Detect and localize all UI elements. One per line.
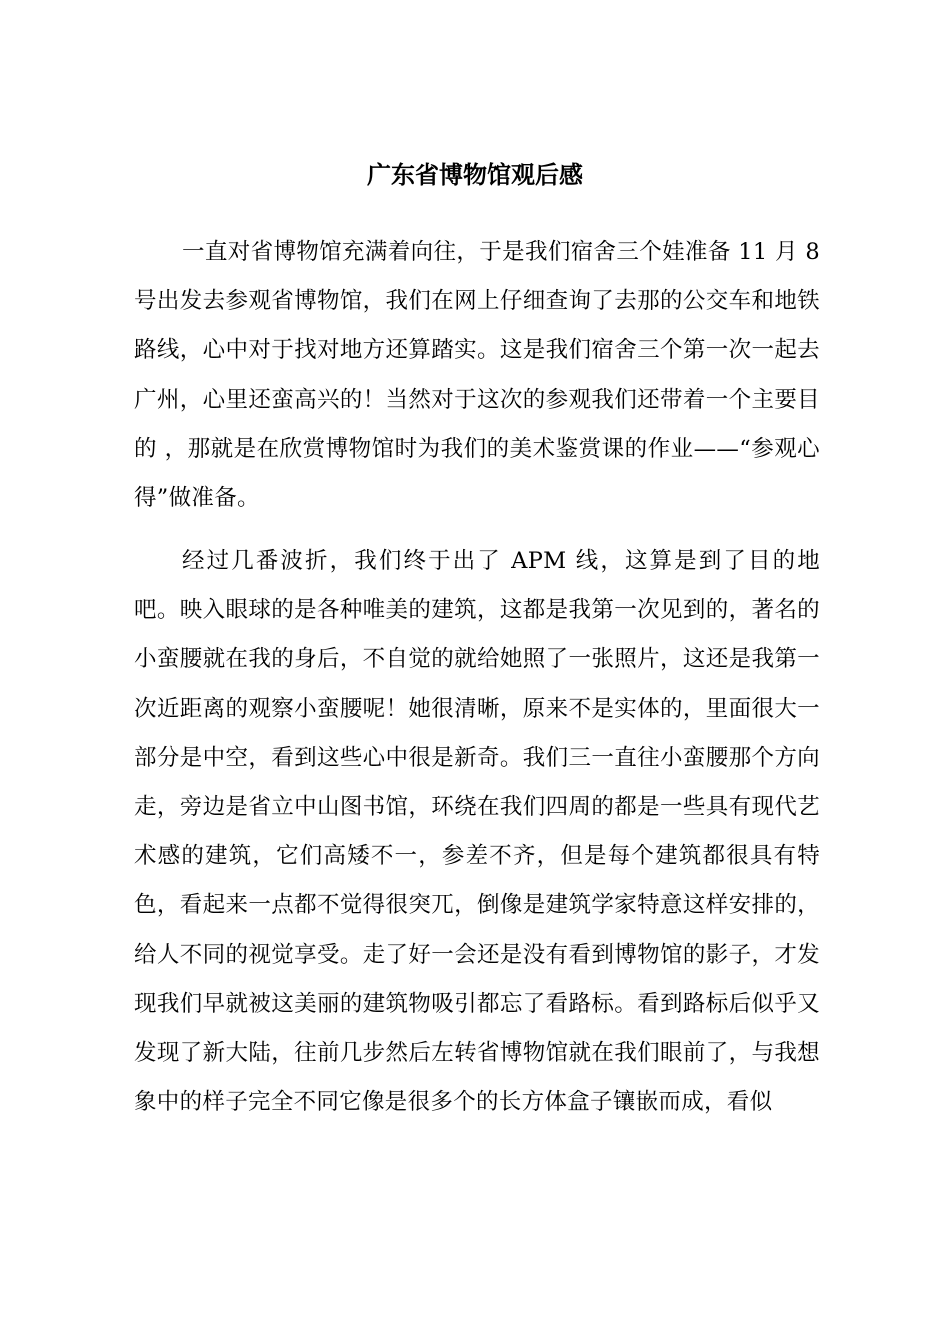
paragraph-2: 经过几番波折，我们终于出了 APM 线，这算是到了目的地吧。映入眼球的是各种唯美的建筑，这都是我第一次见到的，著名的小蛮腰就在我的身后，不自觉的就给她照了一张照片，这还是我第一次近距离的观察小蛮腰呢！她很清晰，原来不是实体的，里面很大一部分是中空，看到这些心中很是新奇。我们三一直往小蛮腰那个方向走，旁边是省立中山图书馆，环绕在我们四周的都是一些具有现代艺术感的建筑，它们高矮不一，参差不齐，但是每个建筑都很具有特色，看起来一点都不觉得很突兀，倒像是建筑学家特意这样安排的，给人不同的视觉享受。走了好一会还是没有看到博物馆的影子，才发现我们早就被这美丽的建筑物吸引都忘了看路标。看到路标后似乎又发现了新大陆，往前几步然后左转省博物馆就在我们眼前了，与我想象中的样子完全不同它像是很多个的长方体盒子镶嵌而成，看似 bbox=[134, 548, 820, 1116]
document-title: 广东省博物馆观后感 bbox=[367, 160, 583, 189]
paragraph-1: 一直对省博物馆充满着向往，于是我们宿舍三个娃准备 11 月 8 号出发去参观省博物馆，我们在网上仔细查询了去那的公交车和地铁路线，心中对于找对地方还算踏实。这是我们宿舍三个第一次一起去广州，心里还蛮高兴的！当然对于这次的参观我们还带着一个主要目的 ，那就是在欣赏博物馆时为我们的美术鉴赏课的作业——“参观心得”做准备。 bbox=[134, 239, 820, 512]
